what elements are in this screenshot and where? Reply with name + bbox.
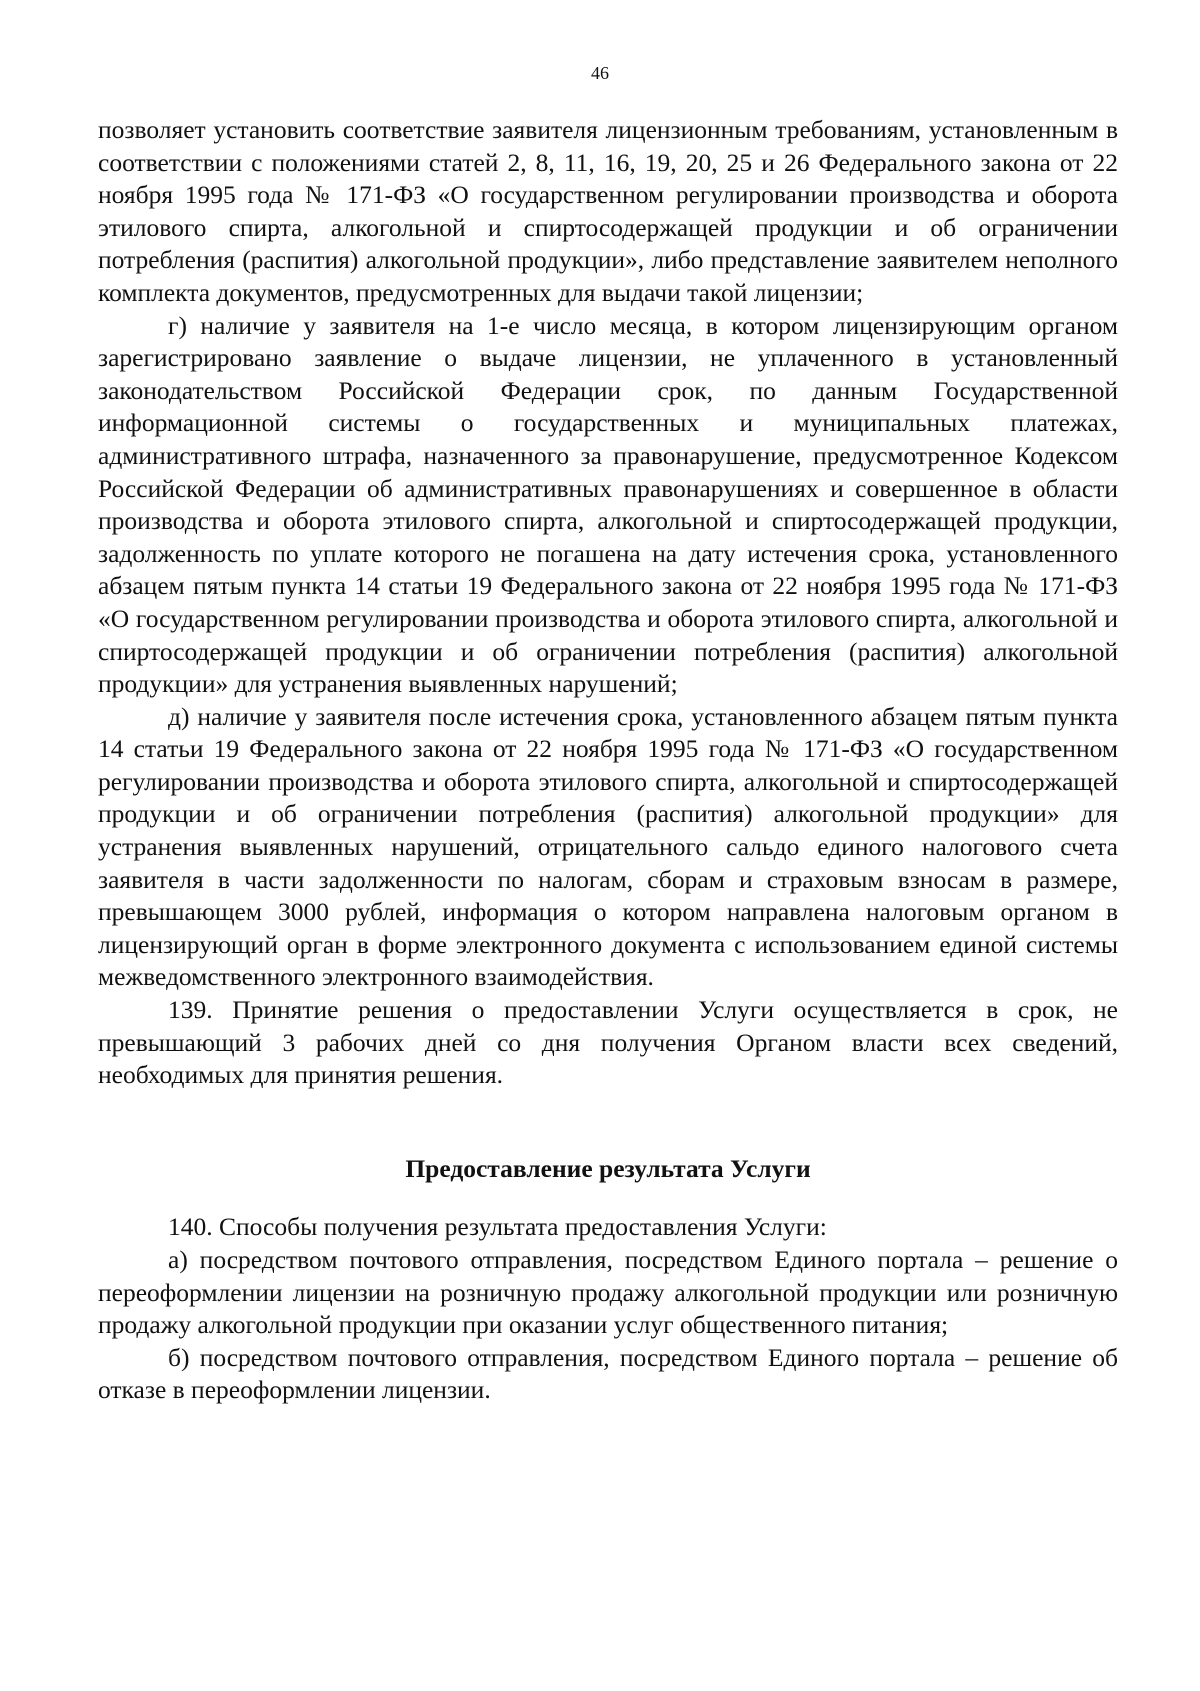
document-body [98,114,1118,1407]
paragraph-item-a: а) посредством почтового отправления, посредством Единого портала – решение о переоформлении лицензии на розничную продажу алкогольной продукции или розничную продажу алкогольной продукции при оказании услуг общественного питания; [98,1245,1118,1340]
paragraph-140: 140. Способы получения результата предоставления Услуги: [168,1212,827,1242]
paragraph-139: 139. Принятие решения о предоставлении Услуги осуществляется в срок, не превышающий 3 рабочих дней со дня получения Органом власти всех сведений, необходимых для принятия решения. [98,995,1118,1090]
paragraph-item-g: г) наличие у заявителя на 1-е число месяца, в котором лицензирующим органом зарегистрировано заявление о выдаче лицензии, не уплаченного в установленный законодательством Российской Федерации срок, по данным Государственной информационной системы о государственных и муниципальных платежах, административного штрафа, назначенного за правонарушение, предусмотренное Кодексом Российской Федерации об административных правонарушениях и совершенное в области производства и оборота этилового спирта, алкогольной и спиртосодержащей продукции, задолженность по уплате которого не погашена на дату истечения срока, установленного абзацем пятым пункта 14 статьи 19 Федерального закона от 22 ноября 1995 года № 171-ФЗ «О государственном регулировании производства и оборота этилового спирта, алкогольной и спиртосодержащей продукции и об ограничении потребления (распития) алкогольной продукции» для устранения выявленных нарушений; [98,310,1118,699]
section-heading: Предоставление результата Услуги [405,1153,811,1183]
paragraph-item-d: д) наличие у заявителя после истечения срока, установленного абзацем пятым пункта 14 статьи 19 Федерального закона от 22 ноября 1995 года № 171-ФЗ «О государственном регулировании производства и оборота этилового спирта, алкогольной и спиртосодержащей продукции и об ограничении потребления (распития) алкогольной продукции» для устранения выявленных нарушений, отрицательного сальдо единого налогового счета заявителя в части задолженности по налогам, сборам и страховым взносам в размере, превышающем 3000 рублей, информация о котором направлена налоговым органом в лицензирующий орган в форме электронного документа с использованием единой системы межведомственного электронного взаимодействия. [98,701,1118,992]
page-number: 46 [591,63,609,83]
paragraph-item-b: б) посредством почтового отправления, посредством Единого портала – решение об отказе в переоформлении лицензии. [98,1342,1118,1405]
paragraph-continuation: позволяет установить соответствие заявителя лицензионным требованиям, установленным в соответствии с положениями статей 2, 8, 11, 16, 19, 20, 25 и 26 Федерального закона от 22 ноября 1995 года № 171-ФЗ «О государственном регулировании производства и оборота этилового спирта, алкогольной и спиртосодержащей продукции и об ограничении потребления (распития) алкогольной продукции», либо представление заявителем неполного комплекта документов, предусмотренных для выдачи такой лицензии; [98,115,1118,307]
